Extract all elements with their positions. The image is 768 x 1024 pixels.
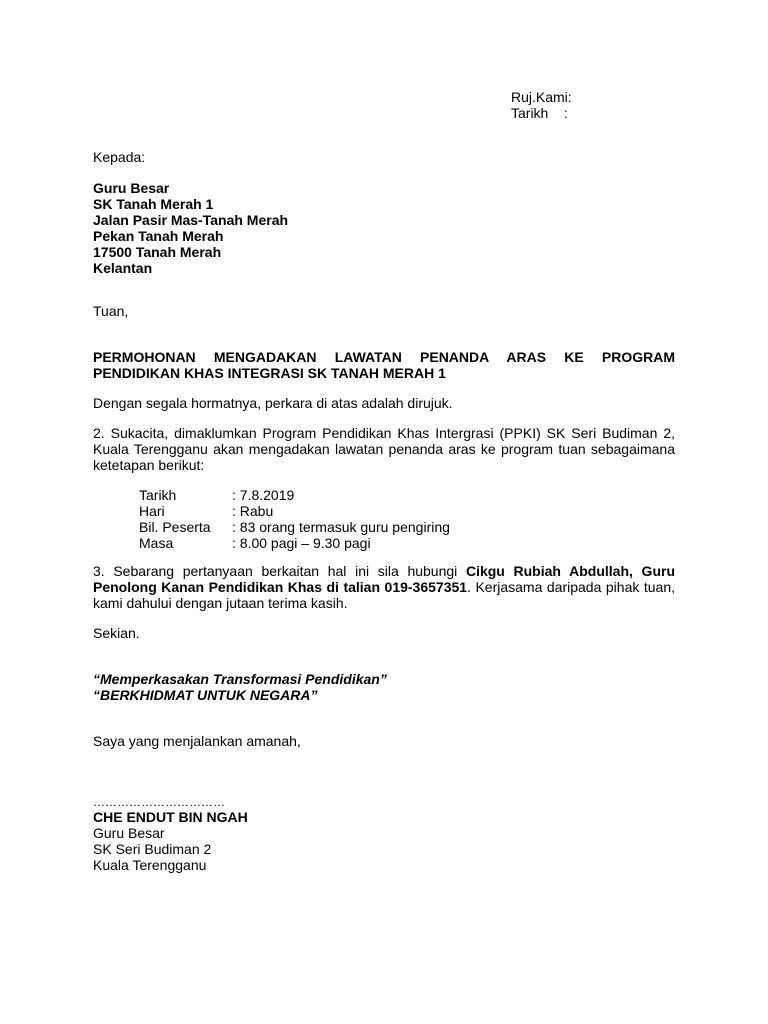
detail-row (139, 519, 450, 535)
paragraph-3 (93, 563, 675, 611)
detail-row (139, 487, 450, 503)
motto-block (93, 671, 387, 703)
recipient-block (93, 149, 145, 165)
detail-value: : 83 orang termasuk guru pengiring (232, 519, 450, 535)
paragraph-2 (93, 425, 675, 473)
subject-line-1: PERMOHONAN MENGADAKAN LAWATAN PENANDA ARAS KE PROGRAM (93, 349, 675, 365)
contact-person: Cikgu Rubiah Abdullah, Guru (465, 563, 675, 579)
recipient-line: Jalan Pasir Mas-Tanah Merah (93, 212, 289, 228)
recipient-line: SK Tanah Merah 1 (93, 196, 214, 212)
subject-heading (93, 349, 675, 381)
paragraph-3-text: . Kerjasama daripada pihak tuan, (467, 579, 675, 595)
paragraph-3-line-3: kami dahului dengan jutaan terima kasih. (93, 595, 348, 611)
detail-label: Hari (139, 503, 165, 519)
paragraph-3-line-1 (93, 563, 675, 579)
detail-value: : Rabu (232, 503, 274, 519)
tarikh-label: Tarikh : (511, 105, 568, 121)
motto-line-1: “Memperkasakan Transformasi Pendidikan” (93, 671, 387, 687)
kepada-label: Kepada: (93, 149, 146, 165)
closing: Sekian. (93, 625, 140, 641)
detail-label: Tarikh (139, 487, 177, 503)
recipient-line: 17500 Tanah Merah (93, 244, 222, 260)
detail-value: : 8.00 pagi – 9.30 pagi (232, 535, 371, 551)
paragraph-2-line: Kuala Terengganu akan mengadakan lawatan penanda aras ke program tuan sebagaimana (93, 441, 675, 457)
paragraph-3-line-2 (93, 579, 675, 595)
signatory-title: Guru Besar (93, 825, 165, 841)
contact-phone: Penolong Kanan Pendidikan Khas di talian 019-3657351 (93, 579, 468, 595)
signatory-city: Kuala Terengganu (93, 857, 207, 873)
recipient-line: Guru Besar (93, 180, 170, 196)
recipient-line: Kelantan (93, 260, 153, 276)
salutation: Tuan, (93, 303, 129, 319)
visit-details (139, 487, 450, 551)
detail-label: Masa (139, 535, 174, 551)
paragraph-3-text: 3. Sebarang pertanyaan berkaitan hal ini sila hubungi (93, 563, 466, 579)
detail-row (139, 503, 450, 519)
ruj-kami-label: Ruj.Kami: (511, 89, 572, 105)
signature-block (93, 795, 248, 873)
paragraph-1: Dengan segala hormatnya, perkara di atas adalah dirujuk. (93, 395, 453, 411)
detail-value: : 7.8.2019 (232, 487, 295, 503)
reference-block (511, 89, 572, 121)
recipient-address (93, 180, 288, 276)
amanah-line: Saya yang menjalankan amanah, (93, 733, 301, 749)
paragraph-2-line: 2. Sukacita, dimaklumkan Program Pendidikan Khas Intergrasi (PPKI) SK Seri Budiman 2, (93, 425, 675, 441)
signatory-school: SK Seri Budiman 2 (93, 841, 212, 857)
subject-line-2: PENDIDIKAN KHAS INTEGRASI SK TANAH MERAH 1 (93, 365, 446, 381)
signatory-name: CHE ENDUT BIN NGAH (93, 809, 248, 825)
signature-dots: …………………………… (93, 795, 225, 809)
recipient-line: Pekan Tanah Merah (93, 228, 224, 244)
paragraph-2-line: ketetapan berikut: (93, 457, 205, 473)
motto-line-2: “BERKHIDMAT UNTUK NEGARA” (93, 687, 318, 703)
detail-row (139, 535, 450, 551)
detail-label: Bil. Peserta (139, 519, 211, 535)
